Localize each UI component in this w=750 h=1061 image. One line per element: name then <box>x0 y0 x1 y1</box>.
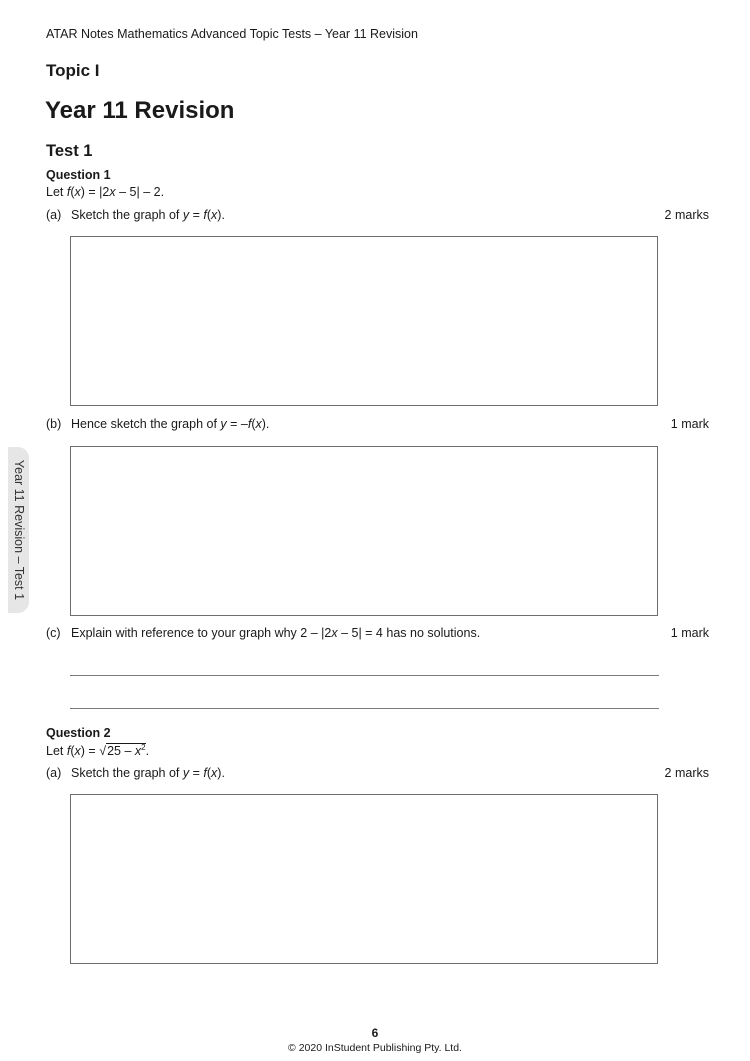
question-1b-text: (b) Hence sketch the graph of y = –f(x). <box>46 417 270 431</box>
side-tab <box>8 447 29 613</box>
topic-label: Topic I <box>46 61 100 80</box>
part-label: (a) <box>46 766 62 780</box>
side-tab-label: Year 11 Revision – Test 1 <box>11 459 26 601</box>
answer-line-1[interactable] <box>70 675 659 676</box>
question-2a-text: (a) Sketch the graph of y = f(x). <box>46 766 225 780</box>
copyright-notice: © 2020 InStudent Publishing Pty. Ltd. <box>288 1042 462 1054</box>
question-1-heading: Question 1 <box>46 168 111 182</box>
page-number: 6 <box>371 1026 379 1040</box>
part-label: (a) <box>46 208 62 222</box>
question-1a-text: (a) Sketch the graph of y = f(x). <box>46 208 225 222</box>
question-1a-marks: 2 marks <box>664 208 709 222</box>
question-2-stem: Let $f(x) = √25 - x^2$. <box>46 743 150 759</box>
answer-box-2a[interactable] <box>70 794 658 964</box>
question-1c-text: (c) Explain with reference to your graph why 2 – |2x – 5| = 4 has no solutions. <box>46 626 481 640</box>
question-2a-marks: 2 marks <box>664 766 709 780</box>
part-label: (b) <box>46 417 62 431</box>
question-1b-marks: 1 mark <box>670 417 709 431</box>
question-1c-marks: 1 mark <box>670 626 709 640</box>
answer-line-2[interactable] <box>70 708 659 709</box>
answer-box-1b[interactable] <box>70 446 658 616</box>
running-header: ATAR Notes Mathematics Advanced Topic Tests – Year 11 Revision <box>46 27 418 41</box>
answer-box-1a[interactable] <box>70 236 658 406</box>
test-label: Test 1 <box>46 142 93 160</box>
part-label: (c) <box>46 626 61 640</box>
page-title: Year 11 Revision <box>45 97 235 124</box>
question-1-stem: Let f(x) = |2x – 5| – 2. <box>46 185 165 199</box>
question-2-heading: Question 2 <box>46 726 111 740</box>
